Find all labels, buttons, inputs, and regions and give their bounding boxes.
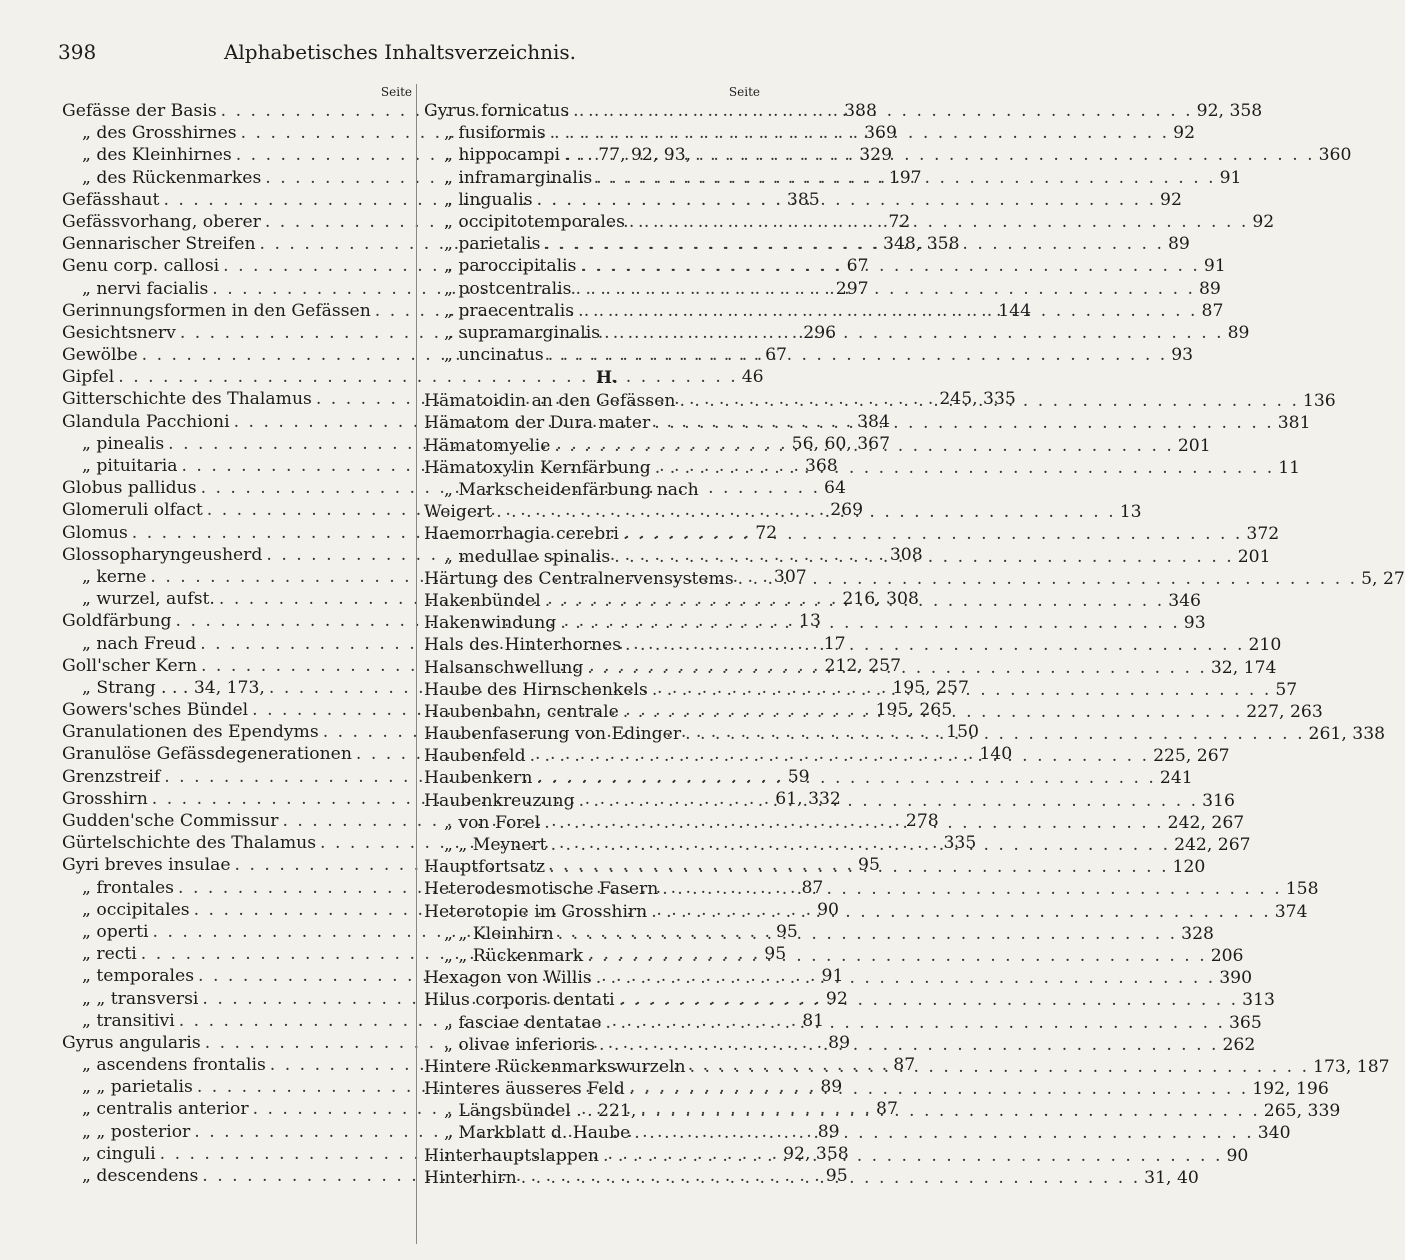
index-page-numbers: 11 [1278, 457, 1301, 478]
dot-leader [652, 679, 1271, 701]
index-page-numbers: 59 [787, 766, 810, 787]
index-page-numbers: 278 [905, 811, 939, 831]
index-page-numbers: 329 [859, 145, 893, 166]
dot-leader [587, 945, 1206, 967]
index-entry [424, 523, 1280, 545]
dot-leader [619, 989, 1238, 1011]
dot-leader [695, 144, 1314, 166]
dot-leader [662, 878, 1281, 900]
index-term: „ supramarginalis [444, 322, 601, 343]
index-page-numbers: 346 [1168, 590, 1201, 611]
dot-leader [560, 612, 1179, 634]
dot-leader [550, 122, 1169, 144]
index-term: Gesichtsnerv [62, 322, 176, 343]
index-term: „ des Rückenmarkes [82, 167, 262, 188]
dot-leader [634, 1122, 1253, 1144]
index-term: Gitterschichte des Thalamus [62, 389, 312, 410]
index-page-numbers: 195, 265 [875, 700, 953, 721]
index-page-numbers: 245, 335 [939, 389, 1016, 410]
dot-leader [573, 100, 1192, 122]
index-term: „ des Kleinhirnes [82, 145, 232, 166]
index-term: „ Markscheidenfärbung nach [444, 480, 699, 500]
index-page-numbers: 262 [1222, 1034, 1256, 1055]
index-term: Haubenkreuzung [424, 790, 575, 811]
index-term: „ centralis anterior [82, 1099, 249, 1120]
index-term: Hämatoxylin Kernfärbung [424, 457, 651, 478]
index-term: „ lingualis [444, 189, 533, 210]
dot-leader [579, 790, 1198, 812]
index-term: „ occipitales [82, 899, 190, 920]
dot-leader [548, 344, 1167, 366]
page-number: 398 [58, 40, 97, 64]
index-term: Gerinnungsformen in den Gefässen [62, 300, 371, 321]
index-page-numbers: 206 [1210, 945, 1244, 966]
index-page-numbers: 374 [1274, 901, 1308, 922]
index-term: „ inframarginalis [444, 167, 593, 188]
index-page-numbers: 265, 339 [1263, 1101, 1341, 1122]
index-term: Hals des Hinterhornes [424, 635, 622, 656]
index-term: „ pituitaria [82, 456, 178, 476]
index-term: „ Strang . . . 34, 173, [82, 677, 265, 698]
index-page-numbers: 91 [1203, 256, 1226, 277]
index-term: „ Markblatt d. Haube [444, 1123, 631, 1144]
index-term: Hilus corporis dentati [424, 990, 615, 1011]
index-term: Haubenfeld [424, 746, 526, 767]
index-page-numbers: 87 [1201, 300, 1224, 321]
index-page-numbers: 307 [773, 566, 807, 587]
index-page-numbers: 64 [824, 478, 846, 499]
index-term: Glomus [62, 522, 128, 543]
index-term: Gennarischer Streifen [62, 234, 256, 255]
column-divider [416, 84, 417, 1244]
index-page-numbers: 13 [799, 611, 821, 632]
index-term: Hämatoidin an den Gefässen [424, 391, 676, 412]
dot-leader [558, 923, 1177, 945]
index-page-numbers: 225, 267 [1153, 746, 1230, 767]
index-page-numbers: 5, 27 [1361, 568, 1405, 589]
dot-leader [655, 457, 1274, 479]
index-page-numbers: 173, 187 [1313, 1056, 1390, 1077]
index-term: „ praecentralis [444, 300, 575, 321]
index-term: „ paroccipitalis [444, 256, 577, 277]
index-term: „ „ Meynert [444, 835, 547, 855]
index-page-numbers: 227, 263 [1246, 701, 1323, 722]
index-page-numbers: 72 [888, 211, 911, 232]
index-page-numbers: 210 [1248, 635, 1282, 656]
index-term: Hämatomyelie [424, 435, 551, 456]
index-page-numbers: 92, 358 [1196, 101, 1263, 121]
index-term: Gyri breves insulae [62, 855, 231, 876]
index-page-numbers: 87 [893, 1055, 916, 1076]
dot-leader [578, 300, 1197, 322]
dot-leader [599, 1034, 1218, 1056]
index-term: „ ascendens frontalis [82, 1055, 266, 1076]
section-letter: H. [596, 368, 618, 389]
index-term: Gewölbe [62, 345, 138, 366]
index-term: Glossopharyngeusherd [62, 544, 263, 565]
dot-leader [554, 435, 1173, 457]
index-page-numbers: 241 [1159, 768, 1193, 789]
dot-leader [651, 901, 1270, 923]
index-page-numbers: 195, 257 [892, 677, 969, 698]
dot-leader [576, 278, 1195, 300]
index-term: „ postcentralis [444, 278, 572, 299]
index-term: „ des Grosshirnes [82, 123, 237, 144]
index-page-numbers: 61, 332 [775, 788, 841, 809]
index-term: Glandula Pacchioni [62, 411, 230, 432]
index-page-numbers: 269 [830, 500, 864, 521]
index-page-numbers: 89 [1198, 278, 1221, 299]
index-term: Hintere Rückenmarkswurzeln [424, 1056, 686, 1077]
index-term: „ fasciae dentatae [444, 1012, 602, 1033]
dot-leader [587, 657, 1206, 679]
index-page-numbers: 216, 308 [842, 589, 919, 610]
index-term: Gyrus fornicatus [424, 101, 570, 121]
index-page-numbers: 93 [1171, 345, 1194, 366]
index-page-numbers: 46 [741, 367, 764, 388]
index-page-numbers: 212, 257 [824, 655, 902, 676]
index-term: „ „ Kleinhirn [444, 923, 554, 944]
index-term: „ transitivi [82, 1010, 175, 1031]
index-page-numbers: 87 [801, 877, 824, 898]
index-term: „ Längsbündel . . 221, [444, 1101, 637, 1122]
index-page-numbers: 95 [775, 921, 798, 942]
index-term: Glomeruli olfact [62, 500, 203, 521]
index-term: Hauptfortsatz [424, 857, 546, 878]
index-page-numbers: 89 [828, 1032, 851, 1053]
dot-leader [580, 255, 1199, 277]
index-page-numbers: 89 [820, 1077, 843, 1098]
index-page-numbers: 81 [802, 1010, 825, 1031]
index-term: „ occipitotemporales [444, 211, 625, 232]
dot-leader [623, 701, 1242, 723]
index-term: Hinteres äusseres Feld [424, 1079, 625, 1100]
index-page-numbers: 144 [998, 300, 1032, 321]
index-page-numbers: 13 [1119, 502, 1142, 523]
dot-leader [614, 546, 1233, 568]
index-page-numbers: 150 [946, 722, 979, 743]
index-page-numbers: 158 [1285, 879, 1319, 900]
index-page-numbers: 308 [889, 544, 923, 565]
index-page-numbers: 340 [1257, 1123, 1291, 1144]
dot-leader [640, 1100, 1259, 1122]
index-page-numbers: 32, 174 [1210, 657, 1277, 678]
dot-leader [496, 501, 1115, 523]
index-term: „ medullae spinalis [444, 546, 611, 567]
index-term: Gipfel [62, 367, 115, 388]
index-page-numbers: 201 [1237, 546, 1271, 567]
index-term: Hakenbündel [424, 590, 541, 611]
index-term: Gürtelschichte des Thalamus [62, 833, 317, 854]
page-header [0, 40, 800, 72]
index-page-numbers: 316 [1202, 790, 1235, 811]
dot-leader [738, 568, 1357, 590]
index-page-numbers: 365 [1229, 1012, 1262, 1033]
index-page-numbers: 368 [804, 456, 838, 476]
dot-leader [536, 767, 1155, 789]
dot-leader [521, 1167, 1140, 1189]
index-page-numbers: 17 [823, 633, 846, 654]
index-page-numbers: 92 [825, 988, 848, 1009]
index-term: Gefässe der Basis [62, 101, 217, 121]
index-page-numbers: 72 [755, 522, 778, 543]
dot-leader [629, 211, 1248, 233]
index-term: Gowers'sches Bündel [62, 700, 249, 721]
index-page-numbers: 242, 267 [1167, 812, 1245, 833]
index-term: Hämatom der Dura mater [424, 413, 651, 434]
index-page-numbers: 67 [765, 345, 787, 366]
running-title: Alphabetisches Inhaltsverzeichnis. [223, 40, 577, 64]
index-page-numbers: 328 [1181, 923, 1214, 944]
dot-leader [606, 1012, 1225, 1034]
index-page-numbers: 297 [835, 278, 869, 299]
index-term: „ cinguli [82, 1143, 156, 1164]
index-page-numbers: 92 [1252, 211, 1275, 232]
index-page-numbers: 140 [979, 744, 1013, 765]
index-term: Goll'scher Kern [62, 655, 197, 676]
index-term: „ descendens [82, 1166, 199, 1186]
index-term: Heterodesmotische Fasern [424, 879, 659, 900]
index-page-numbers: 93 [1183, 613, 1206, 634]
index-page-numbers: 384 [857, 411, 890, 432]
dot-leader [654, 412, 1273, 434]
dot-leader [596, 967, 1215, 989]
index-term: „ frontales [82, 877, 175, 898]
index-term: „ pinealis [82, 433, 165, 454]
index-page-numbers: 335 [943, 833, 977, 854]
index-term: Haemorrhagia cerebri [424, 524, 619, 545]
index-term: Hexagon von Willis [424, 968, 592, 989]
index-page-numbers: 388 [844, 101, 877, 121]
index-term: „ „ posterior [82, 1121, 191, 1142]
dot-leader [530, 745, 1149, 767]
index-page-numbers: 296 [803, 322, 837, 343]
index-term: „ hippocampi . . . 77, 92, 93, [444, 145, 692, 166]
index-page-numbers: 192, 196 [1252, 1079, 1329, 1100]
index-page-numbers: 89 [1167, 234, 1190, 255]
dot-leader [629, 1078, 1248, 1100]
index-term: „ „ parietalis [82, 1077, 193, 1098]
index-page-numbers: 201 [1177, 435, 1211, 456]
index-page-numbers: 87 [876, 1099, 898, 1120]
index-term: „ temporales [82, 966, 195, 987]
index-page-numbers: 348, 358 [883, 234, 960, 255]
index-entry [424, 1056, 1390, 1078]
dot-leader [549, 856, 1168, 878]
index-page-numbers: 90 [1226, 1145, 1249, 1166]
index-page-numbers: 390 [1219, 968, 1253, 989]
dot-leader [623, 523, 1242, 545]
index-page-numbers: 57 [1275, 679, 1298, 700]
index-term: „ kerne [82, 566, 147, 587]
index-term: Haube des Hirnschenkels [424, 679, 648, 700]
index-page-numbers: 313 [1242, 990, 1275, 1011]
index-term: „ wurzel, aufst. [82, 589, 215, 610]
index-term: „ „ Rückenmark [444, 945, 584, 966]
index-entry [62, 366, 764, 388]
index-term: „ operti [82, 921, 149, 942]
index-term: Hakenwindung [424, 613, 557, 634]
index-term: Grenzstreif [62, 766, 161, 787]
index-term: Goldfärbung [62, 611, 172, 632]
index-term: Härtung des Centralnervensystems [424, 568, 734, 589]
dot-leader [603, 1145, 1222, 1167]
index-term: „ olivae inferioris [444, 1034, 595, 1055]
dot-leader [596, 167, 1215, 189]
index-page-numbers: 92 [1173, 123, 1196, 144]
index-page-numbers: 372 [1246, 524, 1280, 545]
index-term: Weigert [424, 502, 493, 523]
index-page-numbers: 381 [1277, 413, 1311, 434]
seite-label-right: Seite [728, 85, 760, 99]
index-term: Haubenfaserung von Edinger [424, 724, 682, 745]
index-page-numbers: 89 [1227, 322, 1250, 343]
dot-leader [685, 723, 1304, 745]
index-term: Genu corp. callosi [62, 256, 220, 277]
index-page-numbers: 90 [817, 899, 839, 920]
index-term: Gefässvorhang, oberer [62, 211, 261, 232]
index-term: Hinterhirn [424, 1167, 517, 1188]
index-page-numbers: 95 [825, 1166, 848, 1186]
dot-leader [604, 322, 1223, 344]
index-page-numbers: 31, 40 [1144, 1167, 1199, 1188]
dot-leader [544, 812, 1163, 834]
dot-leader [679, 390, 1298, 412]
index-term: „ recti [82, 944, 137, 965]
index-term: Haubenkern [424, 768, 533, 789]
index-page-numbers: 92 [1160, 189, 1182, 210]
dot-leader [545, 590, 1164, 612]
dot-leader [544, 233, 1163, 255]
index-entry [424, 479, 760, 501]
index-term: Halsanschwellung [424, 657, 584, 678]
index-term: Globus pallidus [62, 478, 197, 499]
index-term: Gyrus angularis [62, 1032, 201, 1053]
index-page-numbers: 369 [864, 123, 897, 144]
index-term: Gudden'sche Commissur [62, 811, 279, 831]
index-term: „ nervi facialis [82, 278, 209, 299]
dot-leader [537, 189, 1156, 211]
index-page-numbers: 95 [764, 944, 787, 965]
index-page-numbers: 95 [858, 855, 880, 876]
index-page-numbers: 242, 267 [1174, 835, 1251, 855]
seite-label-left: Seite [380, 85, 412, 99]
index-term: Granulationen des Ependyms [62, 722, 319, 743]
index-term: Granulöse Gefässdegenerationen [62, 744, 352, 765]
index-term: Hinterhauptslappen [424, 1145, 599, 1166]
index-term: „ uncinatus [444, 345, 544, 366]
index-page-numbers: 360 [1318, 145, 1352, 166]
index-term: Heterotopie im Grosshirn [424, 901, 648, 922]
index-page-numbers: 91 [1219, 167, 1242, 188]
index-term: „ von Forel [444, 812, 541, 833]
dot-leader [690, 1056, 1309, 1078]
index-page-numbers: 120 [1172, 857, 1206, 878]
dot-leader [625, 634, 1244, 656]
index-page-numbers: 136 [1302, 391, 1336, 412]
index-term: „ fusiformis [444, 123, 546, 144]
index-page-numbers: 92, 358 [783, 1143, 849, 1164]
dot-leader [551, 834, 1170, 856]
index-term: „ nach Freud [82, 633, 197, 654]
index-page-numbers: 67 [846, 256, 869, 277]
index-page-numbers: 91 [821, 966, 844, 987]
index-page-numbers: 197 [888, 167, 922, 188]
index-page-numbers: 56, 60, 367 [791, 433, 891, 454]
index-term: „ „ transversi [82, 988, 199, 1009]
index-page-numbers: 89 [817, 1121, 840, 1142]
index-page-numbers: 261, 338 [1308, 724, 1386, 745]
index-term: Gefässhaut [62, 189, 160, 210]
index-term: Grosshirn [62, 788, 148, 809]
index-term: „ parietalis [444, 234, 541, 255]
index-term: Haubenbahn, centrale [424, 701, 619, 722]
index-page-numbers: 385 [786, 189, 820, 210]
